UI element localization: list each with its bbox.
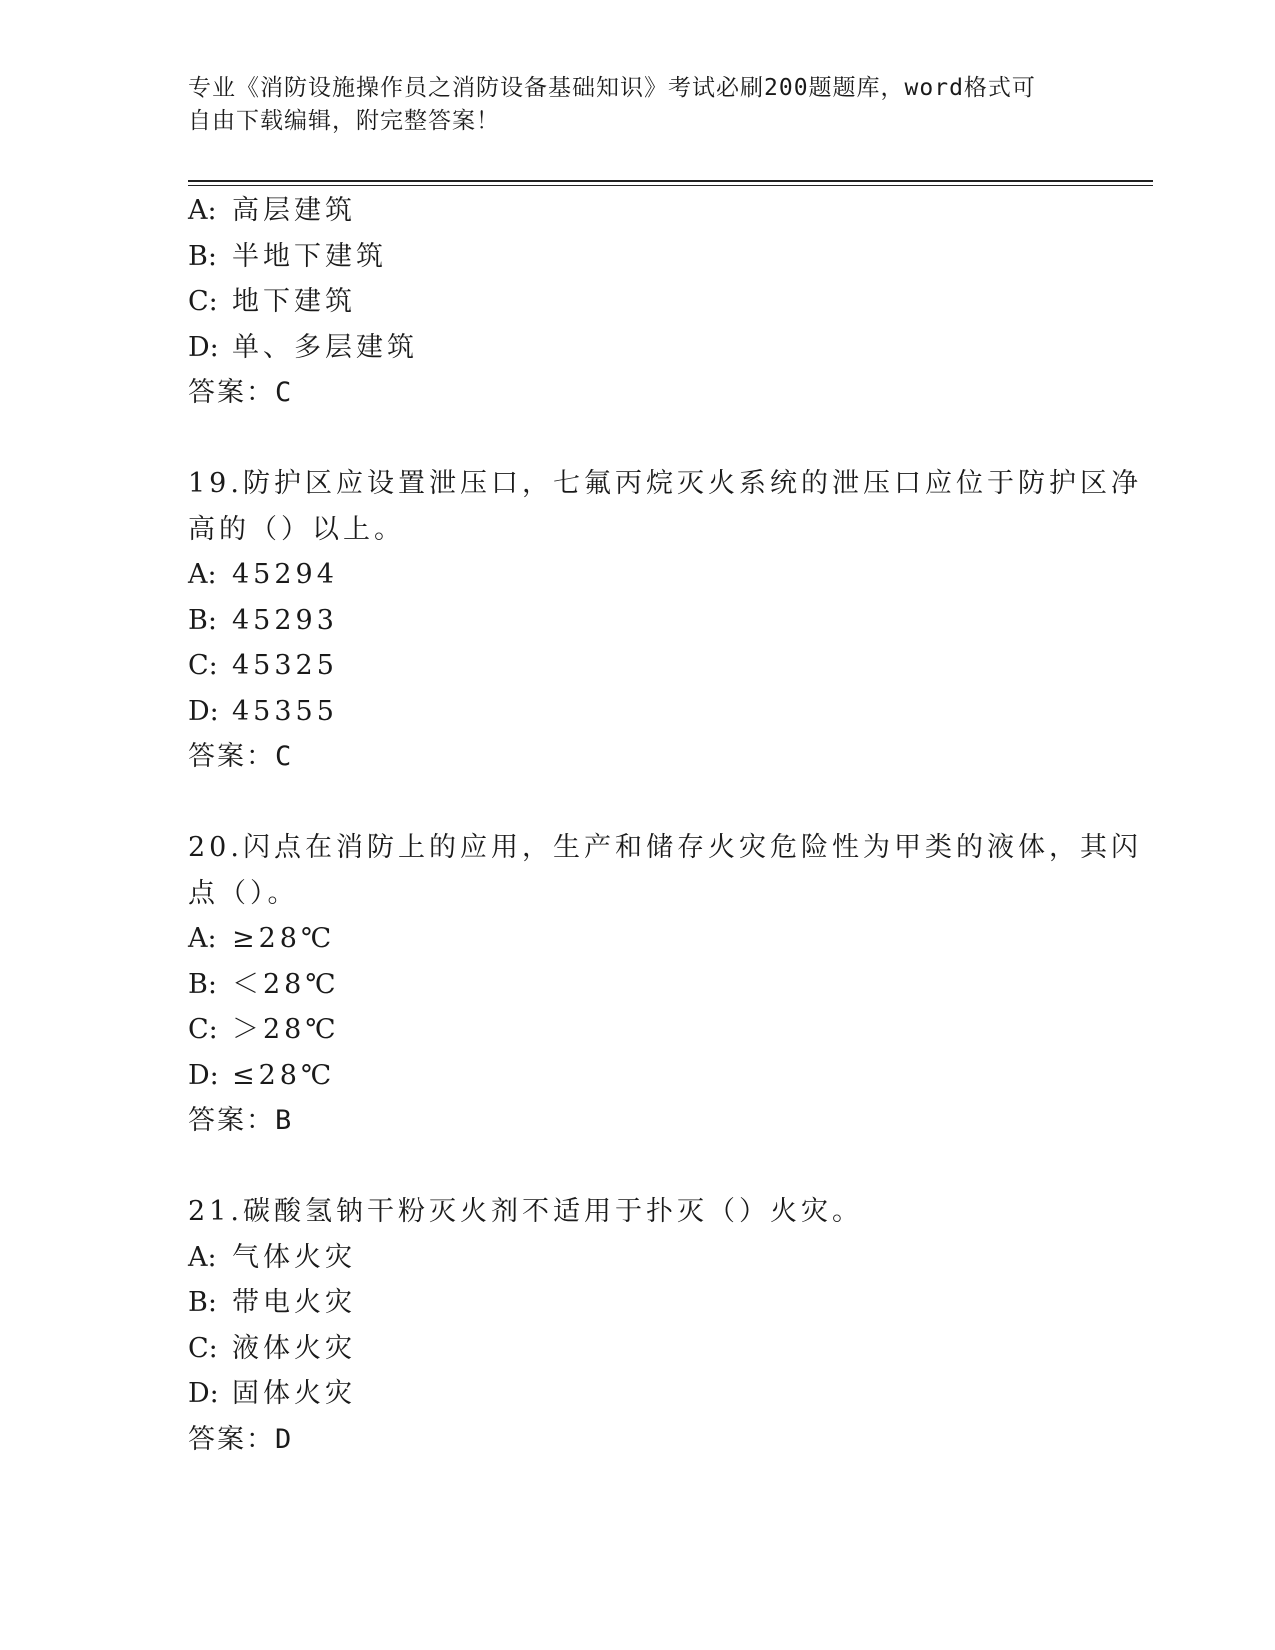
option-text: ≤28℃ xyxy=(232,1059,336,1091)
option-b xyxy=(188,1280,1088,1326)
option-letter: B: xyxy=(188,1287,217,1318)
question-stem-line-1: 20.闪点在消防上的应用，生产和储存火灾危险性为甲类的液体，其闪 xyxy=(188,832,1142,863)
option-letter: D: xyxy=(188,331,219,363)
option-b xyxy=(188,962,1088,1008)
option-letter: B: xyxy=(188,968,217,1000)
answer-line xyxy=(188,1098,1088,1144)
option-text: 45294 xyxy=(232,559,338,590)
spacer xyxy=(188,780,1088,826)
header-line-1: 专业《消防设施操作员之消防设备基础知识》考试必刷200题题库，word格式可 xyxy=(188,75,1036,101)
answer-line xyxy=(188,734,1088,780)
spacer xyxy=(188,416,1088,462)
option-text: ＞28℃ xyxy=(232,1014,340,1045)
option-letter: D: xyxy=(188,695,219,727)
header-rule-thick xyxy=(188,180,1153,182)
option-letter: B: xyxy=(188,240,217,272)
option-d xyxy=(188,689,1088,735)
answer-value: D xyxy=(275,1423,294,1455)
option-letter: B: xyxy=(188,604,217,636)
header-line-2: 自由下载编辑，附完整答案！ xyxy=(188,108,500,134)
question-21-block xyxy=(188,1189,1088,1462)
option-letter: A: xyxy=(188,559,217,590)
answer-label: 答案： xyxy=(188,1105,275,1136)
option-text: 固体火灾 xyxy=(232,1378,356,1409)
option-text: 45355 xyxy=(232,695,338,727)
option-letter: A: xyxy=(188,1241,217,1273)
question-stem-line-2: 点（）。 xyxy=(188,877,299,909)
option-text: 带电火灾 xyxy=(232,1287,356,1318)
option-letter: C: xyxy=(188,650,218,681)
option-c xyxy=(188,279,1088,325)
option-d xyxy=(188,325,1088,371)
answer-value: C xyxy=(275,741,294,772)
document-header xyxy=(188,72,1088,138)
answer-label: 答案： xyxy=(188,377,275,408)
option-text: 45325 xyxy=(232,650,338,681)
header-rule-thin xyxy=(188,185,1153,186)
option-b xyxy=(188,598,1088,644)
option-c xyxy=(188,643,1088,689)
option-text: 半地下建筑 xyxy=(232,240,387,272)
option-a xyxy=(188,916,1088,962)
question-stem-line-2: 高的（）以上。 xyxy=(188,513,405,545)
option-text: 45293 xyxy=(232,604,338,636)
option-a xyxy=(188,188,1088,234)
option-letter: C: xyxy=(188,1332,218,1364)
option-letter: A: xyxy=(188,923,217,954)
option-letter: D: xyxy=(188,1059,219,1091)
option-letter: D: xyxy=(188,1378,219,1409)
answer-label: 答案： xyxy=(188,741,275,772)
option-b xyxy=(188,234,1088,280)
option-text: 气体火灾 xyxy=(232,1241,356,1273)
option-c xyxy=(188,1007,1088,1053)
answer-value: C xyxy=(275,377,294,408)
question-18-block xyxy=(188,188,1088,416)
question-19-block xyxy=(188,461,1142,780)
question-list xyxy=(188,188,1142,1462)
option-letter: C: xyxy=(188,286,218,317)
answer-line xyxy=(188,1417,1088,1463)
question-20-block xyxy=(188,825,1142,1144)
question-stem-line-1: 19.防护区应设置泄压口，七氟丙烷灭火系统的泄压口应位于防护区净 xyxy=(188,468,1142,499)
answer-line xyxy=(188,370,1088,416)
option-text: ＜28℃ xyxy=(232,968,340,1000)
option-d xyxy=(188,1371,1088,1417)
option-text: 单、多层建筑 xyxy=(232,331,418,363)
option-text: 液体火灾 xyxy=(232,1332,356,1364)
spacer xyxy=(188,1144,1088,1190)
question-stem-line-1: 21.碳酸氢钠干粉灭火剂不适用于扑灭（）火灾。 xyxy=(188,1196,863,1227)
option-a xyxy=(188,1235,1088,1281)
option-letter: A: xyxy=(188,195,217,226)
option-text: 地下建筑 xyxy=(232,286,356,317)
option-text: ≥28℃ xyxy=(232,923,336,954)
option-text: 高层建筑 xyxy=(232,195,356,226)
option-letter: C: xyxy=(188,1014,218,1045)
answer-value: B xyxy=(275,1105,294,1136)
option-d xyxy=(188,1053,1088,1099)
option-a xyxy=(188,552,1088,598)
option-c xyxy=(188,1326,1088,1372)
answer-label: 答案： xyxy=(188,1423,275,1455)
